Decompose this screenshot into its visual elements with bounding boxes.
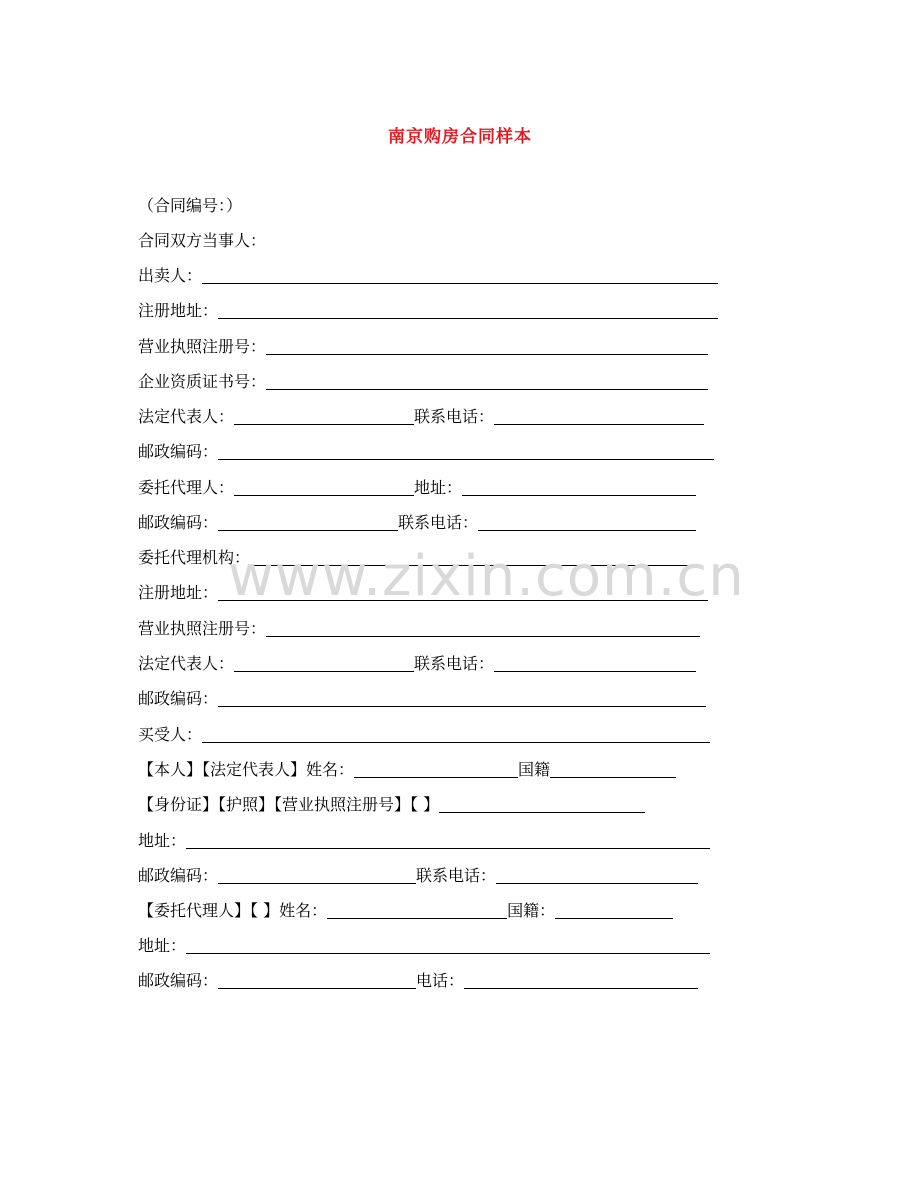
- buyer-agent-postcode-label: 邮政编码：: [138, 971, 219, 990]
- seller-license-field[interactable]: [266, 336, 708, 355]
- seller-legal-rep-line: [138, 403, 704, 427]
- buyer-agent-line: [138, 897, 673, 921]
- buyer-id-type-line: [138, 791, 645, 815]
- buyer-postcode-label: 邮政编码：: [138, 866, 219, 885]
- contract-number-line: [138, 192, 242, 216]
- buyer-agent-label: 【委托代理人】【 】姓名：: [138, 901, 328, 920]
- agency-license-label: 营业执照注册号：: [138, 619, 267, 638]
- buyer-postcode-field[interactable]: [218, 865, 416, 884]
- qualification-label: 企业资质证书号：: [138, 372, 267, 391]
- seller-agent-phone-label: 联系电话：: [398, 513, 479, 532]
- seller-agent-postcode-label: 邮政编码：: [138, 513, 219, 532]
- buyer-identity-label: 【本人】【法定代表人】姓名：: [138, 760, 355, 779]
- buyer-id-type-label: 【身份证】【护照】【营业执照注册号】【 】: [138, 795, 440, 814]
- agency-legal-rep-label: 法定代表人：: [138, 654, 235, 673]
- buyer-agent-postcode-line: [138, 967, 698, 991]
- agency-license-line: [138, 615, 700, 639]
- buyer-agent-nationality-field[interactable]: [555, 900, 673, 919]
- seller-reg-address-line: [138, 297, 718, 321]
- agency-legal-rep-field[interactable]: [234, 653, 414, 672]
- agency-label: 委托代理机构：: [138, 548, 251, 567]
- buyer-identity-line: [138, 756, 676, 780]
- seller-agent-field[interactable]: [234, 477, 414, 496]
- agency-postcode-label: 邮政编码：: [138, 689, 219, 708]
- seller-agent-postcode-line: [138, 509, 696, 533]
- agency-legal-rep-line: [138, 650, 696, 674]
- agency-postcode-line: [138, 685, 706, 709]
- buyer-id-number-field[interactable]: [439, 794, 645, 813]
- buyer-agent-phone-field[interactable]: [464, 970, 698, 989]
- agency-reg-address-label: 注册地址：: [138, 583, 219, 602]
- agency-license-field[interactable]: [266, 618, 700, 637]
- qualification-line: [138, 368, 708, 392]
- contract-number: （合同编号：）: [138, 196, 243, 215]
- seller-postcode-label: 邮政编码：: [138, 442, 219, 461]
- parties-header-line: [138, 227, 266, 251]
- agency-phone-label: 联系电话：: [414, 654, 495, 673]
- seller-phone-field[interactable]: [494, 406, 704, 425]
- buyer-name-field[interactable]: [354, 759, 518, 778]
- buyer-address-line: [138, 827, 710, 851]
- buyer-label: 买受人：: [138, 725, 203, 744]
- seller-agent-address-field[interactable]: [462, 477, 696, 496]
- parties-header: 合同双方当事人：: [138, 231, 267, 250]
- document-title: 南京购房合同样本: [388, 127, 532, 147]
- buyer-agent-phone-label: 电话：: [416, 971, 465, 990]
- buyer-agent-nationality-label: 国籍：: [507, 901, 556, 920]
- seller-agent-label: 委托代理人：: [138, 478, 235, 497]
- buyer-field[interactable]: [202, 724, 710, 743]
- seller-license-label: 营业执照注册号：: [138, 337, 267, 356]
- buyer-postcode-line: [138, 862, 698, 886]
- buyer-address-label: 地址：: [138, 831, 187, 850]
- seller-agent-address-label: 地址：: [414, 478, 463, 497]
- buyer-agent-address-line: [138, 932, 710, 956]
- seller-license-line: [138, 333, 708, 357]
- seller-reg-address-label: 注册地址：: [138, 301, 219, 320]
- watermark: www.zixin.com.cn: [228, 544, 745, 609]
- seller-field[interactable]: [202, 265, 718, 284]
- seller-legal-rep-label: 法定代表人：: [138, 407, 235, 426]
- buyer-nationality-field[interactable]: [550, 759, 676, 778]
- buyer-agent-postcode-field[interactable]: [218, 970, 416, 989]
- seller-agent-postcode-field[interactable]: [218, 512, 398, 531]
- seller-agent-line: [138, 474, 696, 498]
- agency-phone-field[interactable]: [494, 653, 696, 672]
- seller-reg-address-field[interactable]: [218, 300, 718, 319]
- agency-postcode-field[interactable]: [218, 688, 706, 707]
- buyer-agent-address-field[interactable]: [186, 935, 710, 954]
- buyer-nationality-label: 国籍: [518, 760, 551, 779]
- seller-line: [138, 262, 718, 286]
- buyer-phone-label: 联系电话：: [416, 866, 497, 885]
- qualification-field[interactable]: [266, 371, 708, 390]
- seller-postcode-line: [138, 438, 714, 462]
- seller-legal-rep-field[interactable]: [234, 406, 414, 425]
- buyer-line: [138, 721, 710, 745]
- seller-agent-phone-field[interactable]: [478, 512, 696, 531]
- buyer-address-field[interactable]: [186, 830, 710, 849]
- seller-postcode-field[interactable]: [218, 441, 714, 460]
- buyer-agent-address-label: 地址：: [138, 936, 187, 955]
- buyer-phone-field[interactable]: [496, 865, 698, 884]
- buyer-agent-name-field[interactable]: [327, 900, 507, 919]
- seller-phone-label: 联系电话：: [414, 407, 495, 426]
- seller-label: 出卖人：: [138, 266, 203, 285]
